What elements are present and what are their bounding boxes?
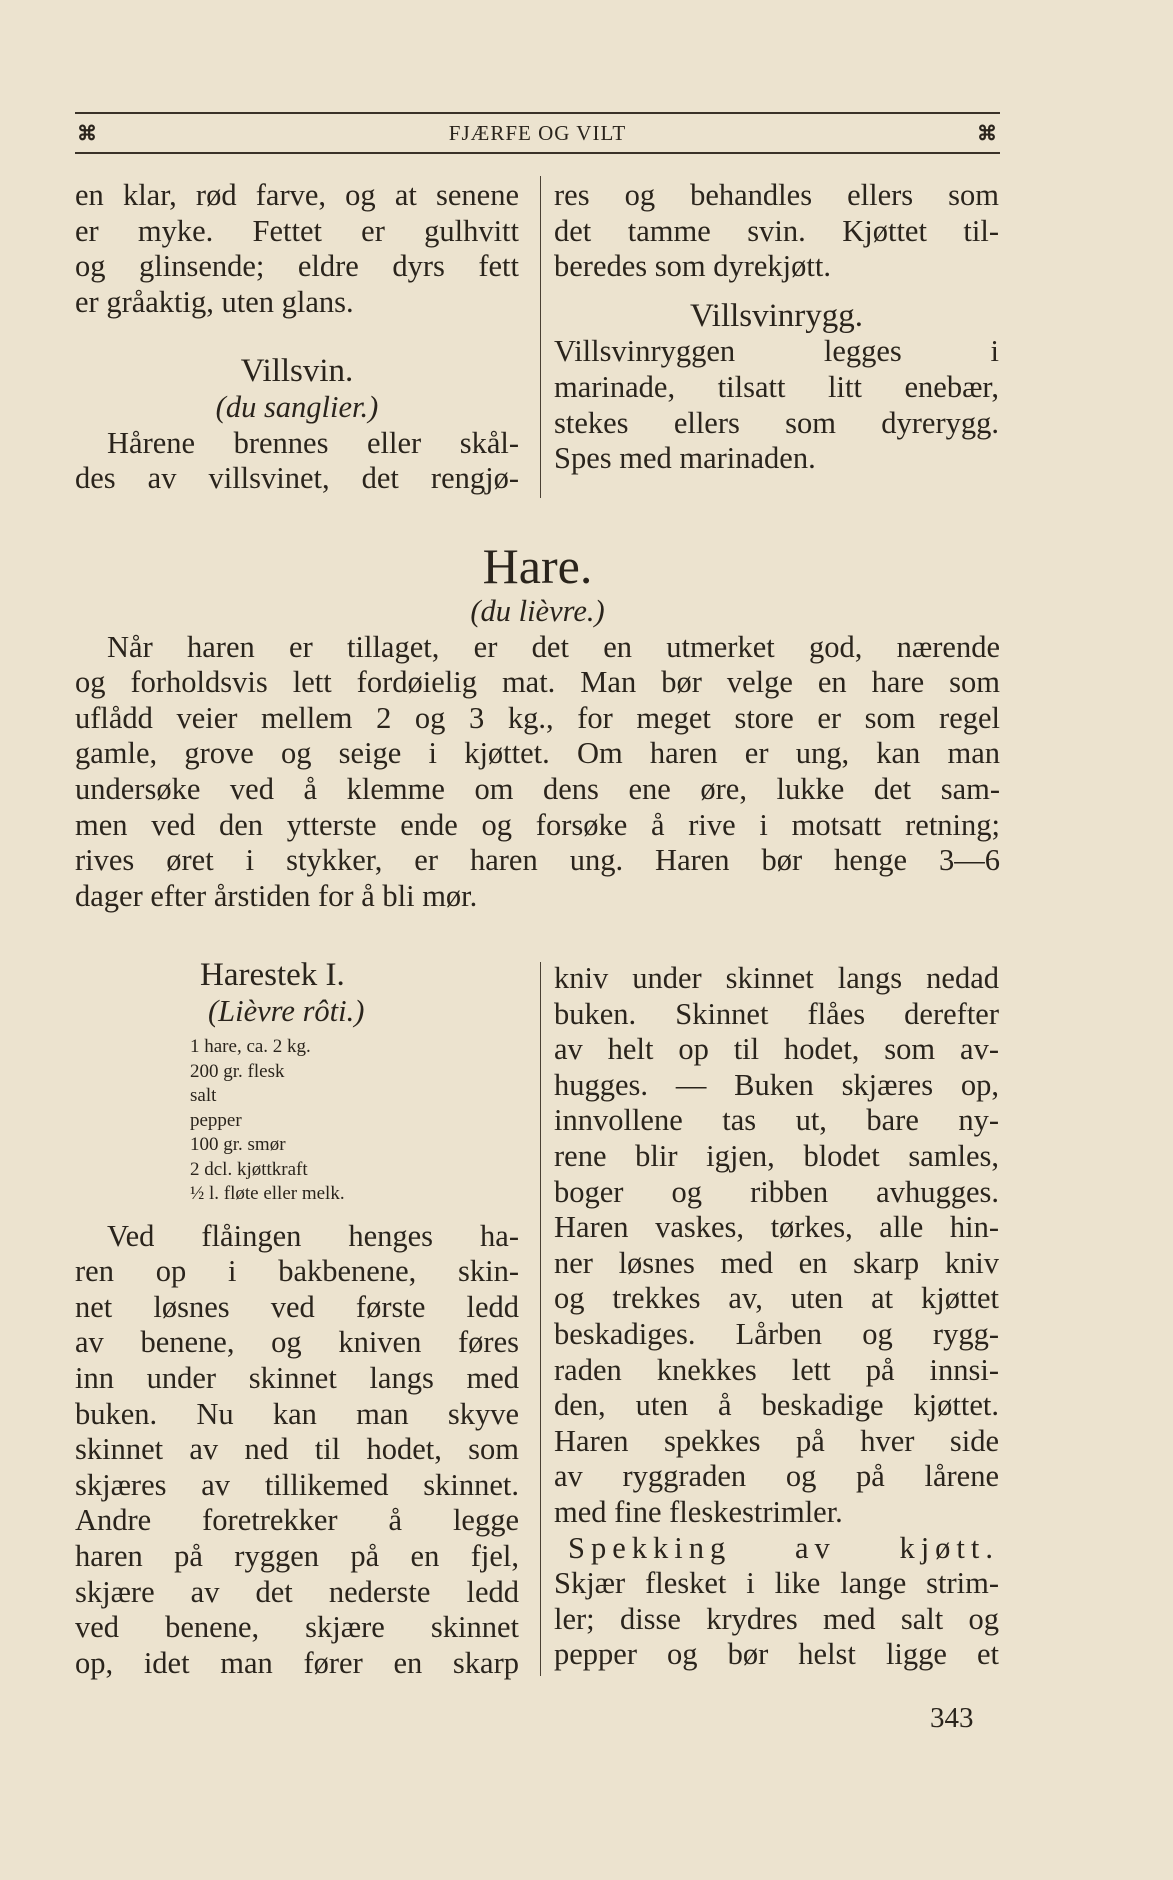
text-line: marinade, tilsatt litt enebær, <box>554 369 999 404</box>
ingredient-item: 1 hare, ca. 2 kg. <box>190 1036 311 1058</box>
text-line: med fine fleskestrimler. <box>554 1494 843 1529</box>
text-line: av benene, og kniven føres <box>75 1325 519 1360</box>
text-line: Andre foretrekker å legge <box>75 1503 519 1538</box>
text-line: res og behandles ellers som <box>554 178 999 212</box>
text-line: den, uten å beskadige kjøttet. <box>554 1388 999 1423</box>
text-line: av ryggraden og på lårene <box>554 1459 999 1494</box>
text-line: buken. Skinnet flåes derefter <box>554 996 999 1031</box>
text-line: og forholdsvis lett fordøielig mat. Man bør velge en hare som <box>75 665 1000 700</box>
text-line: haren på ryggen på en fjel, <box>75 1539 519 1574</box>
text-line: men ved den ytterste ende og forsøke å rive i motsatt retning; <box>75 807 1000 842</box>
text-line: gamle, grove og seige i kjøttet. Om haren er ung, kan man <box>75 736 1000 771</box>
text-line: det tamme svin. Kjøttet til- <box>554 213 999 248</box>
subheading-spekking: Spekking av kjøtt. <box>568 1530 999 1565</box>
column-divider <box>540 962 541 1676</box>
text-line: dager efter årstiden for å bli mør. <box>75 878 478 913</box>
ingredient-item: 200 gr. flesk <box>190 1060 285 1082</box>
ornament-left-icon: ⌘ <box>77 122 98 145</box>
text-line: inn under skinnet langs med <box>75 1361 519 1396</box>
text-line: boger og ribben avhugges. <box>554 1174 999 1209</box>
text-line: pepper og bør helst ligge et <box>554 1637 999 1672</box>
text-line: en klar, rød farve, og at senene <box>75 178 519 212</box>
text-line: stekes ellers som dyrerygg. <box>554 405 999 440</box>
ornament-right-icon: ⌘ <box>977 122 998 145</box>
text-line: innvollene tas ut, bare ny- <box>554 1103 999 1138</box>
text-line: skjæres av tillikemed skinnet. <box>75 1467 519 1502</box>
text-line: Villsvinryggen legges i <box>554 334 999 369</box>
text-line: Ved flåingen henges ha- <box>107 1218 519 1253</box>
text-line: Haren spekkes på hver side <box>554 1423 999 1458</box>
text-line: ler; disse krydres med salt og <box>554 1601 999 1636</box>
text-line: ner løsnes med en skarp kniv <box>554 1245 999 1280</box>
section-heading-villsvin: Villsvin. <box>240 353 354 390</box>
text-line: rives øret i stykker, er haren ung. Haren bør henge 3—6 <box>75 843 1000 878</box>
column-divider <box>540 176 541 498</box>
text-line: kniv under skinnet langs nedad <box>554 961 999 995</box>
ingredient-item: pepper <box>190 1109 242 1131</box>
text-line: er gråaktig, uten glans. <box>75 284 354 319</box>
text-line: uflådd veier mellem 2 og 3 kg., for meget store er som regel <box>75 700 1000 735</box>
text-line: beskadiges. Lårben og rygg- <box>554 1316 999 1351</box>
hare-section <box>75 538 1000 914</box>
text-line: undersøke ved å klemme om dens ene øre, lukke det sam- <box>75 771 1000 806</box>
ingredient-item: salt <box>190 1085 217 1107</box>
text-line: des av villsvinet, det rengjø- <box>75 461 519 496</box>
header-title: FJÆRFE OG VILT <box>448 120 627 145</box>
text-line: Spes med marinaden. <box>554 441 816 476</box>
harestek-left-column <box>75 958 519 1681</box>
text-line: Når haren er tillaget, er det en utmerket god, nærende <box>107 629 1000 664</box>
text-line: Skjær flesket i like lange strim- <box>554 1566 999 1601</box>
recipe-subtitle: (Lièvre rôti.) <box>208 993 365 1028</box>
text-line: og trekkes av, uten at kjøttet <box>554 1281 999 1316</box>
text-line: ren op i bakbenene, skin- <box>75 1254 519 1289</box>
running-header <box>75 112 1000 154</box>
text-line: skjære av det nederste ledd <box>75 1574 519 1609</box>
text-line: net løsnes ved første ledd <box>75 1289 519 1324</box>
top-right-column <box>554 178 999 477</box>
text-line: og glinsende; eldre dyrs fett <box>75 249 519 284</box>
text-line: av helt op til hodet, som av- <box>554 1032 999 1067</box>
ingredient-list <box>75 1035 519 1207</box>
text-line: rene blir igjen, blodet samles, <box>554 1138 999 1173</box>
text-line: hugges. — Buken skjæres op, <box>554 1067 999 1102</box>
harestek-right-column <box>554 961 999 1673</box>
text-line: buken. Nu kan man skyve <box>75 1396 519 1431</box>
text-line: raden knekkes lett på innsi- <box>554 1352 999 1387</box>
ingredient-item: 2 dcl. kjøttkraft <box>190 1158 308 1180</box>
ingredient-item: 100 gr. smør <box>190 1134 286 1156</box>
text-line: Haren vaskes, tørkes, alle hin- <box>554 1210 999 1245</box>
ingredient-item: ½ l. fløte eller melk. <box>190 1183 345 1205</box>
text-line: Hårene brennes eller skål- <box>107 425 519 460</box>
chapter-title-hare: Hare. <box>482 538 593 594</box>
section-heading-villsvinrygg: Villsvinrygg. <box>689 297 864 334</box>
text-line: ved benene, skjære skinnet <box>75 1610 519 1645</box>
recipe-heading-harestek: Harestek I. <box>200 957 345 993</box>
text-line: beredes som dyrekjøtt. <box>554 249 831 284</box>
top-left-column <box>75 178 519 497</box>
text-line: op, idet man fører en skarp <box>75 1645 519 1680</box>
text-line: er myke. Fettet er gulhvitt <box>75 213 519 248</box>
text-line: skinnet av ned til hodet, som <box>75 1432 519 1467</box>
section-subtitle: (du sanglier.) <box>215 389 379 424</box>
page-number: 343 <box>930 1702 974 1734</box>
chapter-subtitle: (du lièvre.) <box>470 594 605 628</box>
